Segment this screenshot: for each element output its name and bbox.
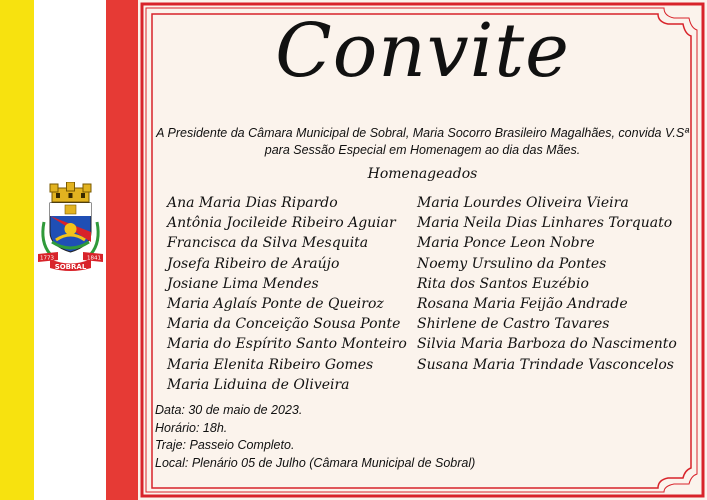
honored-name: Maria Elenita Ribeiro Gomes: [167, 356, 374, 373]
crest-city-name: SOBRAL: [54, 263, 87, 271]
event-time: Horário: 18h.: [155, 420, 228, 435]
crest-year-left: 1773: [40, 255, 54, 262]
invitation-title: Convite: [275, 8, 570, 94]
honored-name: Shirlene de Castro Tavares: [417, 316, 610, 333]
honored-name: Maria Ponce Leon Nobre: [417, 235, 595, 252]
sobral-coat-of-arms-icon: [38, 182, 103, 274]
honored-name: Maria do Espírito Santo Monteiro: [167, 336, 407, 353]
honored-name: Noemy Ursulino da Pontes: [417, 255, 607, 272]
flag-stripe-red: [106, 0, 138, 500]
invitation-intro-text: A Presidente da Câmara Municipal de Sobral, Maria Socorro Brasileiro Magalhães, convida V.Sª para Sessão Especial em Homenagem ao dia das Mães.: [156, 126, 689, 157]
honored-name: Susana Maria Trindade Vasconcelos: [417, 356, 674, 373]
honored-name: Josiane Lima Mendes: [167, 275, 319, 292]
invitation-card: [138, 0, 707, 500]
honored-name: Rosana Maria Feijão Andrade: [417, 296, 628, 313]
honored-name: Antônia Jocileide Ribeiro Aguiar: [167, 215, 396, 232]
honored-list-left: [167, 193, 407, 395]
event-location: Local: Plenário 05 de Julho (Câmara Municipal de Sobral): [155, 455, 476, 470]
honored-name: Maria Lourdes Oliveira Vieira: [417, 195, 629, 211]
honored-name: Maria Neila Dias Linhares Torquato: [417, 215, 673, 232]
crest-year-right: 1841: [87, 255, 101, 262]
honored-name: Francisca da Silva Mesquita: [167, 235, 369, 252]
honored-name: Maria da Conceição Sousa Ponte: [167, 316, 401, 333]
honored-name: Rita dos Santos Euzébio: [417, 275, 589, 292]
honored-name: Ana Maria Dias Ripardo: [167, 195, 338, 211]
honored-name: Maria Aglaís Ponte de Queiroz: [167, 296, 384, 313]
honored-list-right: [417, 193, 677, 375]
honored-name: Silvia Maria Barboza do Nascimento: [417, 336, 677, 353]
event-details: [155, 402, 475, 472]
event-date: Data: 30 de maio de 2023.: [155, 403, 303, 417]
flag-stripe-yellow: [0, 0, 34, 500]
honored-name: Maria Liduina de Oliveira: [167, 376, 350, 393]
honored-name: Josefa Ribeiro de Araújo: [167, 255, 340, 272]
event-attire: Traje: Passeio Completo.: [155, 438, 295, 452]
honored-heading: Homenageados: [367, 166, 478, 182]
